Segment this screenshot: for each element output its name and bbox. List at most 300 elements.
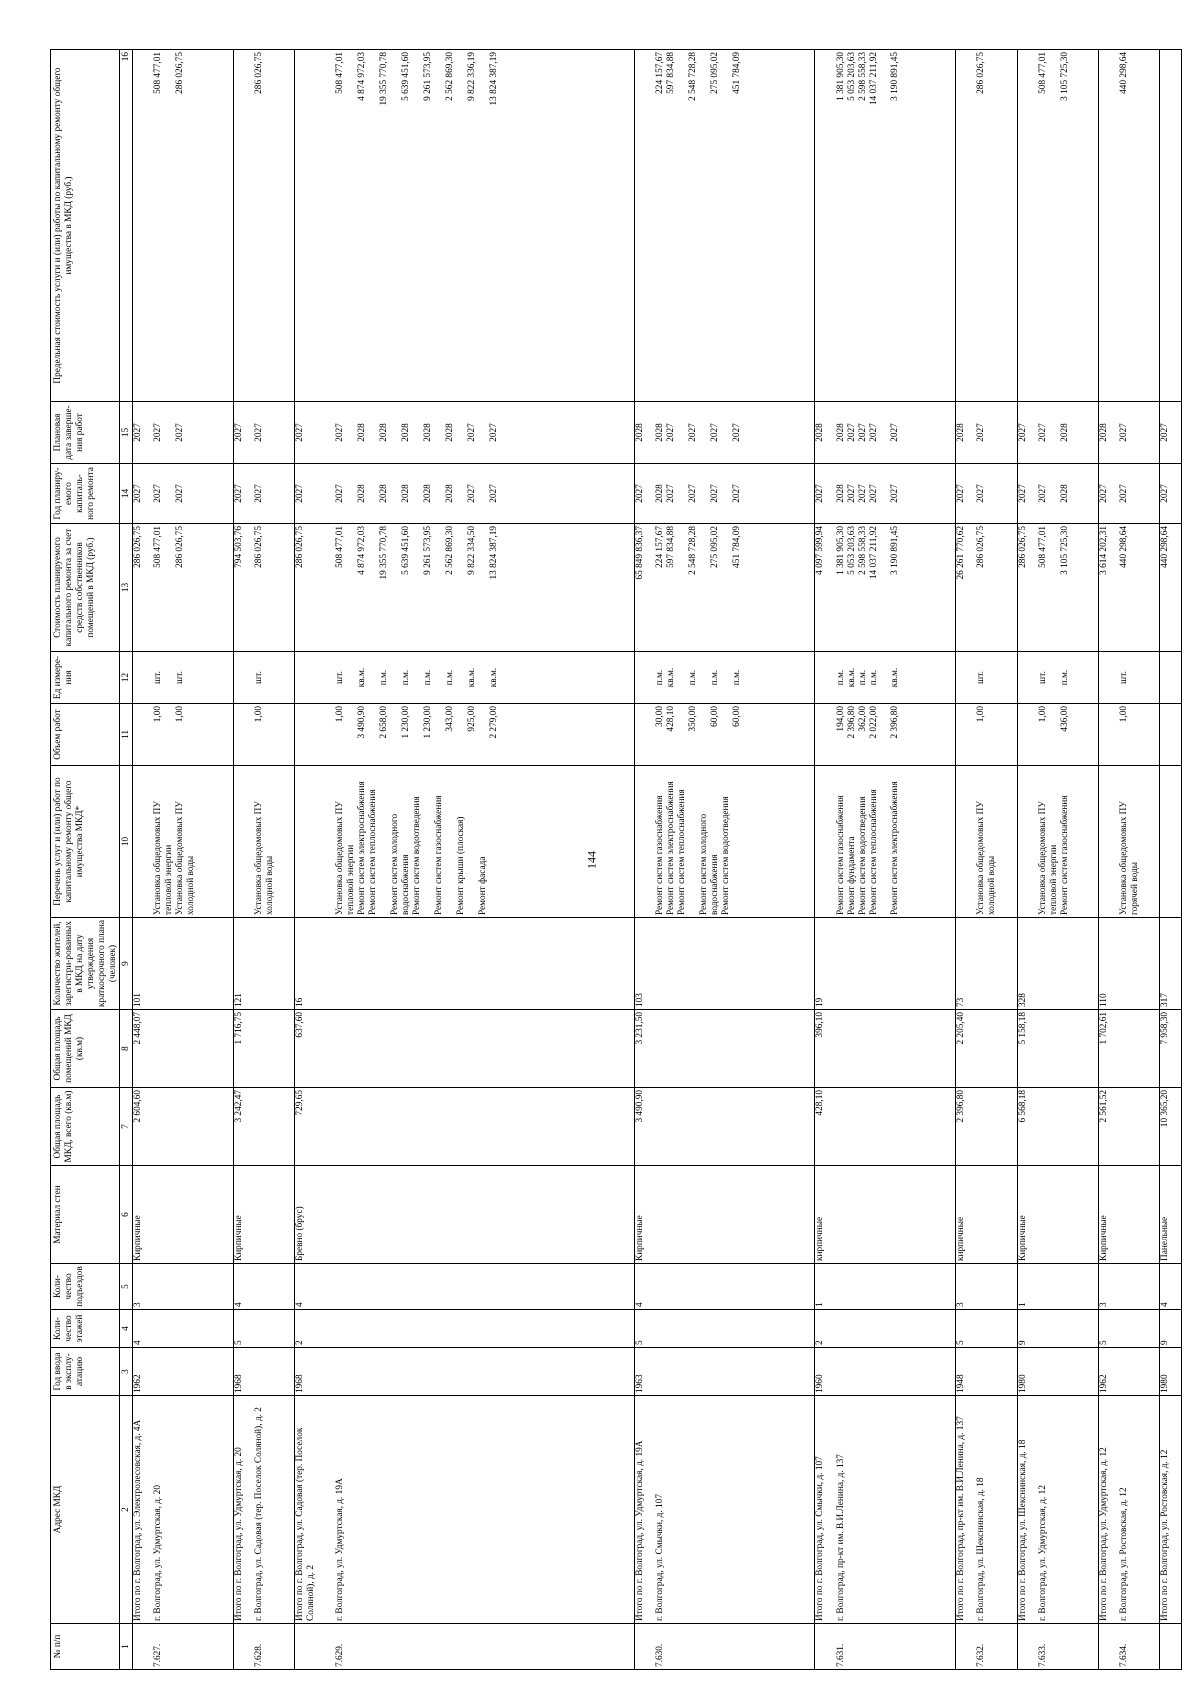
column-number: 12 bbox=[119, 652, 132, 704]
cell-planned-cost: 4 097 599,94 bbox=[815, 524, 836, 652]
cell-planned-cost: 286 026,75 bbox=[1017, 524, 1038, 652]
cell-residents bbox=[254, 918, 295, 1010]
cell-entrances: 4 bbox=[233, 1264, 254, 1310]
cell-limit-cost: 440 298,64 bbox=[1119, 50, 1160, 402]
table-row bbox=[1119, 50, 1160, 1670]
cell-residents bbox=[1119, 918, 1160, 1010]
cell-wall-material bbox=[655, 1166, 815, 1264]
cell-premises-area: 1 716,75 bbox=[233, 1010, 254, 1088]
cell-works-list: Установка общедомовых ПУ тепловой энергии Ремонт систем электроснабжения Ремонт систем теплоснабжения Ремонт систем холодного водоснабжения Ремонт систем водоотведения Ремонт систем газоснабжения Ремонт крыши (плоская) Ремонт фасада bbox=[335, 766, 634, 918]
cell-planned-cost: 286 026,75 bbox=[976, 524, 1017, 652]
cell-repair-year: 2028 2027 2027 2027 2027 bbox=[655, 464, 815, 524]
column-number: 3 bbox=[119, 1348, 132, 1396]
cell-planned-cost: 1 381 905,30 5 053 203,63 2 598 558,33 14 037 211,92 3 190 891,45 bbox=[836, 524, 956, 652]
cell-residents: 317 bbox=[1160, 918, 1182, 1010]
cell-address: г. Волгоград, ул. Удмуртская, д. 20 bbox=[153, 1396, 233, 1624]
cell-premises-area bbox=[836, 1010, 956, 1088]
cell-works-list bbox=[295, 766, 336, 918]
total-row bbox=[132, 50, 153, 1670]
total-row bbox=[815, 50, 836, 1670]
cell-total-area: 729,65 bbox=[295, 1088, 336, 1166]
cell-unit: шт. bbox=[976, 652, 1017, 704]
cell-repair-year: 2027 bbox=[295, 464, 336, 524]
cell-row-number: 7.632. bbox=[976, 1624, 1017, 1670]
table-row bbox=[836, 50, 956, 1670]
cell-unit: шт. bbox=[1119, 652, 1160, 704]
column-number: 11 bbox=[119, 704, 132, 766]
cell-unit bbox=[956, 652, 977, 704]
header-commission-year: Год ввода в эксплу-атацию bbox=[51, 1348, 120, 1396]
cell-wall-material bbox=[976, 1166, 1017, 1264]
cell-entrances: 4 bbox=[295, 1264, 336, 1310]
cell-completion-date: 2028 bbox=[956, 402, 977, 464]
cell-unit bbox=[815, 652, 836, 704]
cell-total-area bbox=[1038, 1088, 1098, 1166]
cell-works-list bbox=[815, 766, 836, 918]
cell-entrances bbox=[335, 1264, 634, 1310]
cell-row-number bbox=[1098, 1624, 1119, 1670]
cell-works-list: Установка общедомовых ПУ холодной воды bbox=[976, 766, 1017, 918]
cell-work-volume: 1,00 3 490,90 2 658,00 1 230,00 1 230,00 343,00 925,00 2 279,00 bbox=[335, 704, 634, 766]
cell-floors bbox=[836, 1310, 956, 1348]
cell-unit bbox=[132, 652, 153, 704]
cell-completion-date: 2027 bbox=[233, 402, 254, 464]
cell-unit: шт. п.м. bbox=[1038, 652, 1098, 704]
cell-wall-material: кирпичные bbox=[956, 1166, 977, 1264]
cell-floors: 5 bbox=[634, 1310, 655, 1348]
cell-premises-area: 2 205,40 bbox=[956, 1010, 977, 1088]
cell-works-list bbox=[1098, 766, 1119, 918]
table-row bbox=[976, 50, 1017, 1670]
total-row bbox=[1098, 50, 1119, 1670]
cell-address: Итого по г. Волгоград, ул. Смычки, д. 107 bbox=[815, 1396, 836, 1624]
cell-row-number: 7.633. bbox=[1038, 1624, 1098, 1670]
cell-premises-area bbox=[335, 1010, 634, 1088]
header-repair-year: Год планиру-емого капиталь-ного ремонта bbox=[51, 464, 120, 524]
table-row bbox=[254, 50, 295, 1670]
cell-limit-cost: 1 381 905,30 5 053 203,63 2 598 558,33 14 037 211,92 3 190 891,45 bbox=[836, 50, 956, 402]
cell-total-area bbox=[335, 1088, 634, 1166]
cell-address: Итого по г. Волгоград, пр-кт им. В.И.Ленина, д. 137 bbox=[956, 1396, 977, 1624]
cell-row-number bbox=[132, 1624, 153, 1670]
cell-limit-cost bbox=[1160, 50, 1182, 402]
cell-planned-cost: 440 298,64 bbox=[1160, 524, 1182, 652]
cell-repair-year: 2028 2027 2027 2027 2027 bbox=[836, 464, 956, 524]
cell-total-area: 6 568,18 bbox=[1017, 1088, 1038, 1166]
cell-address: г. Волгоград, ул. Ростовская, д. 12 bbox=[1119, 1396, 1160, 1624]
cell-floors: 9 bbox=[1017, 1310, 1038, 1348]
cell-limit-cost: 508 477,01 286 026,75 bbox=[153, 50, 233, 402]
header-residents: Количество жителей, зарегистри-рованных в МКД на дату утверждения краткосрочного плана (человек) bbox=[51, 918, 120, 1010]
cell-unit bbox=[634, 652, 655, 704]
cell-wall-material bbox=[153, 1166, 233, 1264]
cell-unit: шт. bbox=[254, 652, 295, 704]
cell-row-number bbox=[815, 1624, 836, 1670]
column-number: 8 bbox=[119, 1010, 132, 1088]
cell-completion-date: 2028 bbox=[634, 402, 655, 464]
cell-address: Итого по г. Волгоград, ул. Садовая (тер. Поселок Соляной), д. 2 bbox=[295, 1396, 336, 1624]
cell-row-number bbox=[233, 1624, 254, 1670]
column-number: 13 bbox=[119, 524, 132, 652]
header-premises-area: Общая площадь помещений МКД (кв.м) bbox=[51, 1010, 120, 1088]
cell-entrances: 1 bbox=[1017, 1264, 1038, 1310]
cell-completion-date: 2027 bbox=[1119, 402, 1160, 464]
cell-row-number: 7.628. bbox=[254, 1624, 295, 1670]
cell-commission-year: 1968 bbox=[233, 1348, 254, 1396]
cell-entrances bbox=[153, 1264, 233, 1310]
cell-limit-cost bbox=[634, 50, 655, 402]
total-row bbox=[295, 50, 336, 1670]
cell-total-area: 3 242,47 bbox=[233, 1088, 254, 1166]
cell-floors bbox=[254, 1310, 295, 1348]
cell-premises-area: 2 448,07 bbox=[132, 1010, 153, 1088]
cell-floors: 4 bbox=[132, 1310, 153, 1348]
cell-completion-date: 2028 bbox=[1098, 402, 1119, 464]
cell-entrances bbox=[976, 1264, 1017, 1310]
cell-repair-year: 2027 bbox=[815, 464, 836, 524]
cell-work-volume: 1,00 1,00 bbox=[153, 704, 233, 766]
cell-wall-material: Панельные bbox=[1160, 1166, 1182, 1264]
cell-residents bbox=[153, 918, 233, 1010]
cell-repair-year: 2027 bbox=[1017, 464, 1038, 524]
cell-completion-date: 2028 bbox=[815, 402, 836, 464]
cell-premises-area bbox=[1119, 1010, 1160, 1088]
column-number: 4 bbox=[119, 1310, 132, 1348]
cell-limit-cost: 286 026,75 bbox=[254, 50, 295, 402]
cell-planned-cost: 26 261 770,62 bbox=[956, 524, 977, 652]
cell-entrances bbox=[1038, 1264, 1098, 1310]
cell-repair-year: 2027 bbox=[634, 464, 655, 524]
total-row bbox=[634, 50, 655, 1670]
cell-planned-cost: 508 477,01 4 874 972,03 19 355 770,78 5 639 451,60 9 261 573,95 2 562 869,30 9 822 334,50 13 824 387,19 bbox=[335, 524, 634, 652]
cell-entrances bbox=[1119, 1264, 1160, 1310]
cell-work-volume: 1,00 bbox=[976, 704, 1017, 766]
cell-works-list bbox=[634, 766, 655, 918]
cell-limit-cost bbox=[233, 50, 254, 402]
cell-commission-year: 1960 bbox=[815, 1348, 836, 1396]
cell-repair-year: 2027 bbox=[1160, 464, 1182, 524]
cell-row-number bbox=[634, 1624, 655, 1670]
cell-planned-cost: 3 614 202,31 bbox=[1098, 524, 1119, 652]
cell-wall-material bbox=[254, 1166, 295, 1264]
cell-residents: 103 bbox=[634, 918, 655, 1010]
cell-floors: 2 bbox=[295, 1310, 336, 1348]
cell-residents: 19 bbox=[815, 918, 836, 1010]
table-row bbox=[335, 50, 634, 1670]
cell-entrances: 4 bbox=[634, 1264, 655, 1310]
cell-premises-area: 1 702,61 bbox=[1098, 1010, 1119, 1088]
cell-limit-cost bbox=[132, 50, 153, 402]
cell-row-number bbox=[1160, 1624, 1182, 1670]
cell-wall-material bbox=[1038, 1166, 1098, 1264]
total-row bbox=[1017, 50, 1038, 1670]
cell-planned-cost: 286 026,75 bbox=[132, 524, 153, 652]
cell-works-list: Установка общедомовых ПУ тепловой энергии Установка общедомовых ПУ холодной воды bbox=[153, 766, 233, 918]
cell-unit bbox=[1160, 652, 1182, 704]
header-completion-date: Плановая дата заверше-ния работ bbox=[51, 402, 120, 464]
cell-works-list bbox=[1017, 766, 1038, 918]
header-row bbox=[51, 50, 120, 1670]
cell-entrances bbox=[254, 1264, 295, 1310]
cell-works-list bbox=[956, 766, 977, 918]
cell-entrances: 3 bbox=[956, 1264, 977, 1310]
cell-works-list: Установка общедомовых ПУ горячей воды bbox=[1119, 766, 1160, 918]
header-address: Адрес МКД bbox=[51, 1396, 120, 1624]
cell-unit: п.м. кв.м. п.м. п.м. п.м. bbox=[655, 652, 815, 704]
cell-wall-material: Кирпичные bbox=[1098, 1166, 1119, 1264]
cell-work-volume: 1,00 bbox=[1119, 704, 1160, 766]
column-number: 10 bbox=[119, 766, 132, 918]
cell-limit-cost bbox=[956, 50, 977, 402]
cell-premises-area bbox=[153, 1010, 233, 1088]
cell-unit bbox=[1098, 652, 1119, 704]
cell-total-area: 2 561,52 bbox=[1098, 1088, 1119, 1166]
cell-works-list: Установка общедомовых ПУ холодной воды bbox=[254, 766, 295, 918]
cell-premises-area: 637,60 bbox=[295, 1010, 336, 1088]
cell-planned-cost: 286 026,75 bbox=[254, 524, 295, 652]
cell-premises-area: 7 958,30 bbox=[1160, 1010, 1182, 1088]
cell-floors bbox=[655, 1310, 815, 1348]
cell-commission-year bbox=[836, 1348, 956, 1396]
cell-residents: 101 bbox=[132, 918, 153, 1010]
cell-works-list bbox=[233, 766, 254, 918]
cell-premises-area bbox=[976, 1010, 1017, 1088]
cell-wall-material bbox=[335, 1166, 634, 1264]
cell-premises-area: 396,10 bbox=[815, 1010, 836, 1088]
cell-address: г. Волгоград, ул. Удмуртская, д. 12 bbox=[1038, 1396, 1098, 1624]
cell-commission-year bbox=[655, 1348, 815, 1396]
cell-wall-material: кирпичные bbox=[815, 1166, 836, 1264]
cell-floors bbox=[153, 1310, 233, 1348]
cell-row-number: 7.631. bbox=[836, 1624, 956, 1670]
cell-address: г. Волгоград, ул. Шекснинская, д. 18 bbox=[976, 1396, 1017, 1624]
cell-address: Итого по г. Волгоград, ул. Удмуртская, д. 19А bbox=[634, 1396, 655, 1624]
cell-premises-area bbox=[254, 1010, 295, 1088]
cell-commission-year bbox=[153, 1348, 233, 1396]
total-row bbox=[956, 50, 977, 1670]
cell-works-list bbox=[132, 766, 153, 918]
cell-repair-year: 2027 bbox=[956, 464, 977, 524]
column-number: 9 bbox=[119, 918, 132, 1010]
cell-commission-year: 1962 bbox=[132, 1348, 153, 1396]
total-row bbox=[233, 50, 254, 1670]
cell-completion-date: 2027 bbox=[132, 402, 153, 464]
cell-limit-cost: 224 157,67 597 834,88 2 548 728,28 275 095,02 451 784,09 bbox=[655, 50, 815, 402]
header-work-volume: Объем работ bbox=[51, 704, 120, 766]
cell-work-volume bbox=[1160, 704, 1182, 766]
cell-total-area: 10 365,20 bbox=[1160, 1088, 1182, 1166]
column-number: 16 bbox=[119, 50, 132, 402]
cell-premises-area bbox=[655, 1010, 815, 1088]
page-number: 144 bbox=[584, 851, 599, 869]
table-row bbox=[153, 50, 233, 1670]
cell-address: Итого по г. Волгоград, ул. Удмуртская, д. 12 bbox=[1098, 1396, 1119, 1624]
header-entrances: Коли-чество подъездов bbox=[51, 1264, 120, 1310]
cell-address: Итого по г. Волгоград, ул. Электролесовская, д. 4А bbox=[132, 1396, 153, 1624]
cell-row-number bbox=[956, 1624, 977, 1670]
column-number: 2 bbox=[119, 1396, 132, 1624]
cell-work-volume bbox=[1098, 704, 1119, 766]
cell-planned-cost: 508 477,01 3 105 725,30 bbox=[1038, 524, 1098, 652]
cell-commission-year bbox=[976, 1348, 1017, 1396]
cell-row-number bbox=[1017, 1624, 1038, 1670]
cell-limit-cost: 508 477,01 4 874 972,03 19 355 770,78 5 639 451,60 9 261 573,95 2 562 869,30 9 822 336,19 13 824 387,19 bbox=[335, 50, 634, 402]
cell-work-volume bbox=[132, 704, 153, 766]
cell-work-volume bbox=[956, 704, 977, 766]
cell-wall-material: Кирпичные bbox=[634, 1166, 655, 1264]
cell-completion-date: 2027 bbox=[1017, 402, 1038, 464]
cell-address: г. Волгоград, пр-кт им. В.И.Ленина, д. 137 bbox=[836, 1396, 956, 1624]
cell-entrances: 1 bbox=[815, 1264, 836, 1310]
cell-entrances bbox=[655, 1264, 815, 1310]
cell-work-volume bbox=[815, 704, 836, 766]
column-number: 14 bbox=[119, 464, 132, 524]
cell-work-volume: 1,00 436,00 bbox=[1038, 704, 1098, 766]
header-planned-cost: Стоимость планируемого капитального ремонта за счет средств собственников помещений в МКД (руб.) bbox=[51, 524, 120, 652]
cell-entrances: 4 bbox=[1160, 1264, 1182, 1310]
column-number: 1 bbox=[119, 1624, 132, 1670]
cell-completion-date: 2027 2028 2028 2028 2028 2028 2027 2027 bbox=[335, 402, 634, 464]
header-row-number: № п/п bbox=[51, 1624, 120, 1670]
table-body bbox=[132, 50, 1181, 1670]
rotated-register bbox=[50, 50, 1182, 1670]
header-unit: Ед измере-ния bbox=[51, 652, 120, 704]
cell-wall-material: Кирпичные bbox=[233, 1166, 254, 1264]
header-floors: Коли-чество этажей bbox=[51, 1310, 120, 1348]
cell-commission-year: 1980 bbox=[1160, 1348, 1182, 1396]
cell-unit: шт. шт. bbox=[153, 652, 233, 704]
cell-completion-date: 2028 2027 2027 2027 2027 bbox=[655, 402, 815, 464]
cell-residents: 328 bbox=[1017, 918, 1038, 1010]
cell-commission-year: 1963 bbox=[634, 1348, 655, 1396]
cell-unit: п.м. кв.м. п.м. п.м. кв.м. bbox=[836, 652, 956, 704]
cell-work-volume bbox=[634, 704, 655, 766]
cell-residents bbox=[655, 918, 815, 1010]
cell-wall-material bbox=[836, 1166, 956, 1264]
cell-works-list bbox=[1160, 766, 1182, 918]
cell-planned-cost: 440 298,64 bbox=[1119, 524, 1160, 652]
cell-works-list: Установка общедомовых ПУ тепловой энергии Ремонт систем газоснабжения bbox=[1038, 766, 1098, 918]
cell-planned-cost: 65 849 836,37 bbox=[634, 524, 655, 652]
cell-works-list: Ремонт систем газоснабжения Ремонт систем электроснабжения Ремонт систем теплоснабжения Ремонт систем холодного водоснабжения Ремонт систем водоотведения bbox=[655, 766, 815, 918]
cell-total-area bbox=[254, 1088, 295, 1166]
cell-floors: 5 bbox=[1098, 1310, 1119, 1348]
cell-limit-cost bbox=[815, 50, 836, 402]
cell-total-area bbox=[836, 1088, 956, 1166]
cell-residents bbox=[335, 918, 634, 1010]
cell-total-area: 2 604,60 bbox=[132, 1088, 153, 1166]
cell-total-area bbox=[153, 1088, 233, 1166]
cell-work-volume: 194,00 2 396,80 362,00 2 022,00 2 396,80 bbox=[836, 704, 956, 766]
cell-residents bbox=[976, 918, 1017, 1010]
cell-address: г. Волгоград, ул. Садовая (тер. Поселок Соляной), д. 2 bbox=[254, 1396, 295, 1624]
cell-floors: 5 bbox=[233, 1310, 254, 1348]
cell-entrances: 3 bbox=[132, 1264, 153, 1310]
cell-row-number: 7.627. bbox=[153, 1624, 233, 1670]
cell-commission-year: 1968 bbox=[295, 1348, 336, 1396]
cell-completion-date: 2027 bbox=[1160, 402, 1182, 464]
cell-commission-year: 1948 bbox=[956, 1348, 977, 1396]
cell-entrances: 3 bbox=[1098, 1264, 1119, 1310]
cell-premises-area: 3 231,50 bbox=[634, 1010, 655, 1088]
cell-commission-year bbox=[335, 1348, 634, 1396]
cell-completion-date: 2027 bbox=[295, 402, 336, 464]
cell-commission-year: 1980 bbox=[1017, 1348, 1038, 1396]
column-number: 15 bbox=[119, 402, 132, 464]
cell-residents bbox=[836, 918, 956, 1010]
cell-limit-cost bbox=[295, 50, 336, 402]
header-limit-cost: Предельная стоимость услуги и (или) работы по капитальному ремонту общего имущества в МКД (руб.) bbox=[51, 50, 120, 402]
cell-repair-year: 2027 bbox=[1119, 464, 1160, 524]
cell-row-number: 7.634. bbox=[1119, 1624, 1160, 1670]
cell-total-area bbox=[1119, 1088, 1160, 1166]
cell-unit bbox=[233, 652, 254, 704]
column-number-row bbox=[119, 50, 132, 1670]
cell-wall-material: Бревно (брус) bbox=[295, 1166, 336, 1264]
cell-work-volume bbox=[1017, 704, 1038, 766]
cell-completion-date: 2027 2027 bbox=[153, 402, 233, 464]
cell-residents: 16 bbox=[295, 918, 336, 1010]
header-wall-material: Материал стен bbox=[51, 1166, 120, 1264]
cell-unit bbox=[295, 652, 336, 704]
cell-total-area bbox=[976, 1088, 1017, 1166]
cell-repair-year: 2027 2028 bbox=[1038, 464, 1098, 524]
cell-planned-cost: 508 477,01 286 026,75 bbox=[153, 524, 233, 652]
cell-floors bbox=[976, 1310, 1017, 1348]
cell-repair-year: 2027 bbox=[254, 464, 295, 524]
cell-address: г. Волгоград, ул. Удмуртская, д. 19А bbox=[335, 1396, 634, 1624]
cell-unit bbox=[1017, 652, 1038, 704]
table-row bbox=[655, 50, 815, 1670]
cell-planned-cost: 794 503,76 bbox=[233, 524, 254, 652]
cell-wall-material bbox=[1119, 1166, 1160, 1264]
cell-floors: 9 bbox=[1160, 1310, 1182, 1348]
cell-wall-material: Кирпичные bbox=[1017, 1166, 1038, 1264]
cell-total-area: 2 396,80 bbox=[956, 1088, 977, 1166]
column-number: 6 bbox=[119, 1166, 132, 1264]
table-row bbox=[1038, 50, 1098, 1670]
cell-planned-cost: 224 157,67 597 834,88 2 548 728,28 275 095,02 451 784,09 bbox=[655, 524, 815, 652]
cell-address: Итого по г. Волгоград, ул. Шекснинская, д. 18 bbox=[1017, 1396, 1038, 1624]
cell-completion-date: 2027 2028 bbox=[1038, 402, 1098, 464]
cell-planned-cost: 286 026,75 bbox=[295, 524, 336, 652]
cell-premises-area: 5 158,18 bbox=[1017, 1010, 1038, 1088]
cell-limit-cost: 508 477,01 3 105 725,30 bbox=[1038, 50, 1098, 402]
cell-floors bbox=[1119, 1310, 1160, 1348]
cell-total-area: 3 490,90 bbox=[634, 1088, 655, 1166]
cell-repair-year: 2027 bbox=[233, 464, 254, 524]
cell-completion-date: 2027 bbox=[976, 402, 1017, 464]
cell-total-area: 428,10 bbox=[815, 1088, 836, 1166]
cell-address: Итого по г. Волгоград, ул. Удмуртская, д. 20 bbox=[233, 1396, 254, 1624]
cell-limit-cost bbox=[1017, 50, 1038, 402]
cell-commission-year bbox=[254, 1348, 295, 1396]
cell-commission-year: 1962 bbox=[1098, 1348, 1119, 1396]
total-row bbox=[1160, 50, 1182, 1670]
column-number: 5 bbox=[119, 1264, 132, 1310]
cell-work-volume bbox=[295, 704, 336, 766]
cell-floors: 5 bbox=[956, 1310, 977, 1348]
cell-floors bbox=[1038, 1310, 1098, 1348]
column-number: 7 bbox=[119, 1088, 132, 1166]
cell-commission-year bbox=[1119, 1348, 1160, 1396]
cell-residents bbox=[1038, 918, 1098, 1010]
cell-commission-year bbox=[1038, 1348, 1098, 1396]
cell-row-number: 7.629. bbox=[335, 1624, 634, 1670]
cell-total-area bbox=[655, 1088, 815, 1166]
cell-row-number: 7.630. bbox=[655, 1624, 815, 1670]
cell-work-volume bbox=[233, 704, 254, 766]
